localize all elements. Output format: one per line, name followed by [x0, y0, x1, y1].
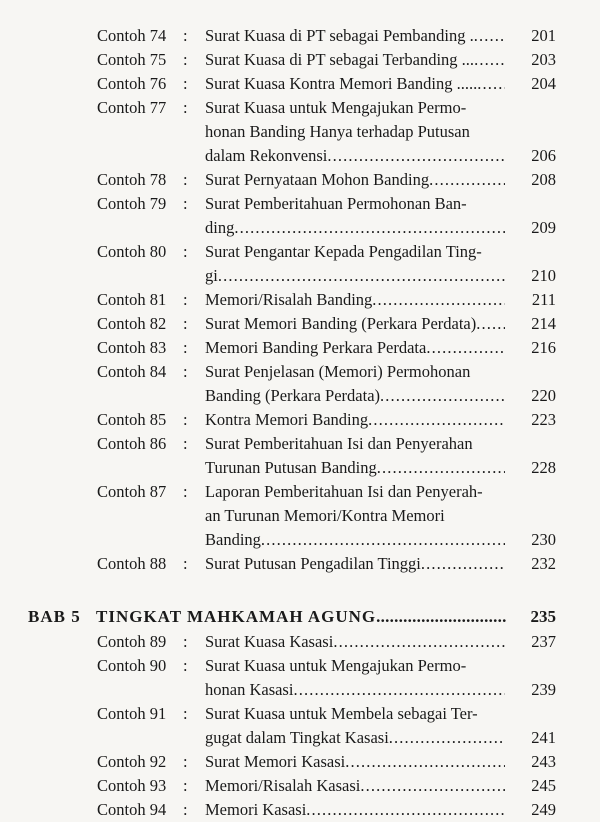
entry-title: [205, 552, 505, 576]
toc-entry[interactable]: [0, 432, 600, 480]
entry-page-number: 201: [531, 26, 556, 45]
leader-dots: [474, 48, 505, 72]
leader-dots: [234, 216, 505, 240]
entry-label: Contoh 89: [97, 632, 167, 651]
entry-title-line: Surat Kuasa untuk Mengajukan Permo-: [205, 656, 467, 675]
entry-title: [205, 360, 505, 408]
entry-title-line: Surat Kuasa untuk Membela sebagai Ter-: [205, 704, 478, 723]
leader-dots: [429, 168, 505, 192]
colon-separator: :: [183, 98, 188, 117]
entry-page-number: 230: [531, 530, 556, 549]
entry-title-text: Surat Memori Kasasi: [205, 752, 346, 771]
entry-title-line: [205, 144, 505, 168]
entry-label: Contoh 74: [97, 26, 167, 45]
entry-title-line: [205, 552, 505, 576]
toc-entry[interactable]: [0, 408, 600, 432]
entry-page-number: 232: [531, 554, 556, 573]
entry-title-text: Surat Kuasa di PT sebagai Pembanding .: [205, 26, 474, 45]
colon-separator: :: [183, 554, 188, 573]
toc-entry[interactable]: [0, 168, 600, 192]
entry-title-line: [205, 48, 505, 72]
entry-title-line: honan Banding Hanya terhadap Putusan: [205, 122, 470, 141]
entry-label: Contoh 93: [97, 776, 167, 795]
leader-dots: [380, 384, 505, 408]
leader-dots: [327, 144, 505, 168]
entry-page-number: 220: [531, 386, 556, 405]
entry-title-text: Memori/Risalah Kasasi: [205, 776, 361, 795]
entry-title-line: [205, 798, 505, 822]
chapter-page-number: 235: [530, 607, 556, 626]
toc-entry[interactable]: [0, 288, 600, 312]
entry-title-line: [205, 774, 505, 798]
entry-title-line: [205, 726, 505, 750]
entry-title-line: Surat Penjelasan (Memori) Permohonan: [205, 362, 471, 381]
entry-title-text: Banding (Perkara Perdata): [205, 386, 381, 405]
colon-separator: :: [183, 656, 188, 675]
entry-title-line: [205, 264, 505, 288]
entry-label: Contoh 84: [97, 362, 167, 381]
leader-dots: [293, 678, 505, 702]
chapter-heading[interactable]: [0, 604, 600, 630]
entry-title-text: Surat Putusan Pengadilan Tinggi: [205, 554, 421, 573]
entry-title: [205, 72, 505, 96]
colon-separator: :: [183, 410, 188, 429]
entry-page-number: 204: [531, 74, 556, 93]
entry-title-line: Surat Pengantar Kepada Pengadilan Ting-: [205, 242, 482, 261]
toc-entry[interactable]: [0, 552, 600, 576]
leader-dots: [345, 750, 505, 774]
entry-page-number: 211: [531, 290, 556, 309]
entry-title-text: Surat Kuasa Kasasi: [205, 632, 334, 651]
entry-page-number: 206: [531, 146, 556, 165]
entry-page-number: 245: [531, 776, 556, 795]
entry-title: [205, 798, 505, 822]
toc-entry[interactable]: [0, 48, 600, 72]
entry-label: Contoh 79: [97, 194, 167, 213]
entry-title-text: Surat Kuasa di PT sebagai Terbanding ...: [205, 50, 475, 69]
entry-label: Contoh 81: [97, 290, 167, 309]
entry-title-text: ding: [205, 218, 235, 237]
entry-title-line: Laporan Pemberitahuan Isi dan Penyerah-: [205, 482, 483, 501]
leader-dots: [360, 774, 505, 798]
colon-separator: :: [183, 314, 188, 333]
colon-separator: :: [183, 74, 188, 93]
toc-entry[interactable]: [0, 72, 600, 96]
leader-dots: [306, 798, 505, 822]
entry-label: Contoh 85: [97, 410, 167, 429]
entry-page-number: 208: [531, 170, 556, 189]
entry-title-line: [205, 456, 505, 480]
entry-title: [205, 336, 505, 360]
leader-dots: [376, 604, 506, 630]
entry-title-text: Turunan Putusan Banding: [205, 458, 377, 477]
colon-separator: :: [183, 290, 188, 309]
chapter-title-text: TINGKAT MAHKAMAH AGUNG: [96, 607, 377, 626]
colon-separator: :: [183, 170, 188, 189]
entry-title-text: gi: [205, 266, 218, 285]
entry-label: Contoh 83: [97, 338, 167, 357]
colon-separator: :: [183, 338, 188, 357]
colon-separator: :: [183, 632, 188, 651]
entry-title-text: Surat Kuasa Kontra Memori Banding .....: [205, 74, 478, 93]
entry-title: [205, 288, 505, 312]
entry-title-line: Surat Pemberitahuan Isi dan Penyerahan: [205, 434, 473, 453]
entry-title-line: [205, 336, 505, 360]
entry-title: [205, 432, 505, 480]
entry-label: Contoh 76: [97, 74, 167, 93]
leader-dots: [474, 24, 505, 48]
entry-title: [205, 774, 505, 798]
entry-page-number: 241: [531, 728, 556, 747]
leader-dots: [333, 630, 505, 654]
entry-title-line: [205, 312, 505, 336]
colon-separator: :: [183, 776, 188, 795]
leader-dots: [476, 312, 505, 336]
toc-entry[interactable]: [0, 336, 600, 360]
entry-page-number: 216: [531, 338, 556, 357]
colon-separator: :: [183, 434, 188, 453]
leader-dots: [477, 72, 505, 96]
entry-label: Contoh 91: [97, 704, 167, 723]
entry-label: Contoh 90: [97, 656, 167, 675]
entry-page-number: 239: [531, 680, 556, 699]
leader-dots: [377, 456, 505, 480]
colon-separator: :: [183, 704, 188, 723]
entry-title: [205, 654, 505, 702]
toc-entry[interactable]: [0, 750, 600, 774]
entry-title: [205, 702, 505, 750]
toc-entry[interactable]: [0, 24, 600, 48]
toc-entry[interactable]: [0, 654, 600, 702]
leader-dots: [218, 264, 505, 288]
toc-entry[interactable]: [0, 774, 600, 798]
chapter-number: BAB 5: [28, 607, 81, 626]
entry-page-number: 214: [531, 314, 556, 333]
entry-label: Contoh 94: [97, 800, 167, 819]
entry-title-line: [205, 678, 505, 702]
entry-title-text: Banding: [205, 530, 261, 549]
leader-dots: [372, 288, 505, 312]
entry-title-line: [205, 216, 505, 240]
entry-page-number: 209: [531, 218, 556, 237]
entry-page-number: 210: [531, 266, 556, 285]
entry-title-text: gugat dalam Tingkat Kasasi: [205, 728, 389, 747]
toc-entry[interactable]: [0, 798, 600, 822]
colon-separator: :: [183, 194, 188, 213]
entry-title: [205, 480, 505, 552]
entry-label: Contoh 82: [97, 314, 167, 333]
entry-title-line: [205, 384, 505, 408]
entry-title-line: [205, 24, 505, 48]
entry-title: [205, 408, 505, 432]
colon-separator: :: [183, 482, 188, 501]
entry-page-number: 237: [531, 632, 556, 651]
entry-page-number: 249: [531, 800, 556, 819]
entry-title-text: Memori Banding Perkara Perdata: [205, 338, 427, 357]
toc-entry[interactable]: [0, 480, 600, 552]
toc-entry[interactable]: [0, 360, 600, 408]
entry-title-text: Surat Memori Banding (Perkara Perdata): [205, 314, 477, 333]
leader-dots: [261, 528, 505, 552]
entry-title-line: [205, 288, 505, 312]
entry-label: Contoh 77: [97, 98, 167, 117]
entry-page-number: 243: [531, 752, 556, 771]
colon-separator: :: [183, 800, 188, 819]
entry-title-text: Kontra Memori Banding: [205, 410, 369, 429]
entry-title-line: [205, 528, 505, 552]
entry-title-line: Surat Pemberitahuan Permohonan Ban-: [205, 194, 467, 213]
entry-label: Contoh 78: [97, 170, 167, 189]
entry-title-line: [205, 168, 505, 192]
entry-title-line: [205, 750, 505, 774]
entry-title: [205, 168, 505, 192]
entry-title-text: Surat Pernyataan Mohon Banding: [205, 170, 430, 189]
leader-dots: [426, 336, 505, 360]
entry-label: Contoh 86: [97, 434, 167, 453]
entry-title: [205, 750, 505, 774]
entry-title-text: dalam Rekonvensi: [205, 146, 328, 165]
entry-label: Contoh 80: [97, 242, 167, 261]
leader-dots: [389, 726, 505, 750]
entry-page-number: 223: [531, 410, 556, 429]
entry-title-line: Surat Kuasa untuk Mengajukan Permo-: [205, 98, 467, 117]
colon-separator: :: [183, 26, 188, 45]
entry-title-text: Memori/Risalah Banding: [205, 290, 373, 309]
entry-title: [205, 96, 505, 168]
entry-label: Contoh 87: [97, 482, 167, 501]
entry-label: Contoh 92: [97, 752, 167, 771]
entry-title: [205, 24, 505, 48]
chapter-title: [96, 604, 506, 630]
toc-entry[interactable]: [0, 192, 600, 240]
entry-title: [205, 192, 505, 240]
colon-separator: :: [183, 752, 188, 771]
entry-label: Contoh 88: [97, 554, 167, 573]
entry-page-number: 228: [531, 458, 556, 477]
toc-entry[interactable]: [0, 312, 600, 336]
entry-page-number: 203: [531, 50, 556, 69]
entry-title-line: an Turunan Memori/Kontra Memori: [205, 506, 445, 525]
toc-entry[interactable]: [0, 702, 600, 750]
toc-entry[interactable]: [0, 630, 600, 654]
toc-entry[interactable]: [0, 240, 600, 288]
entry-title-line: [205, 72, 505, 96]
leader-dots: [368, 408, 505, 432]
entry-label: Contoh 75: [97, 50, 167, 69]
colon-separator: :: [183, 50, 188, 69]
entry-title-text: Memori Kasasi: [205, 800, 307, 819]
entry-title-text: honan Kasasi: [205, 680, 294, 699]
entry-title-line: [205, 630, 505, 654]
entry-title: [205, 630, 505, 654]
colon-separator: :: [183, 242, 188, 261]
entry-title-line: [205, 408, 505, 432]
entry-title: [205, 48, 505, 72]
toc-entry[interactable]: [0, 96, 600, 168]
leader-dots: [421, 552, 505, 576]
entry-title: [205, 240, 505, 288]
colon-separator: :: [183, 362, 188, 381]
entry-title: [205, 312, 505, 336]
